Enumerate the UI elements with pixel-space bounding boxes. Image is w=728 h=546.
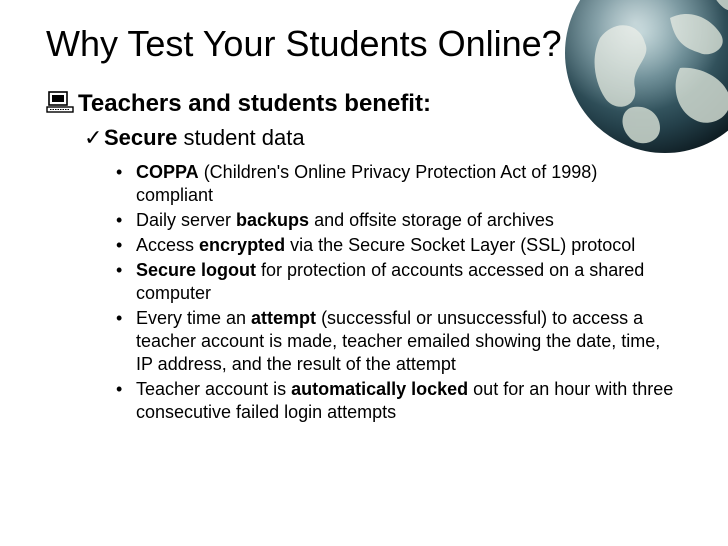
list-item xyxy=(116,378,676,424)
list-item xyxy=(116,307,676,376)
main-bullet-label: Teachers and students benefit: xyxy=(78,90,431,117)
list-item xyxy=(116,234,676,257)
checkmark-icon: ✓ xyxy=(84,125,103,150)
bullet-dot: • xyxy=(116,235,123,255)
list-item-text: (successful or unsuccessful) to access a teacher account is made, teacher emailed showing the date, time, IP address, and the result of the attempt xyxy=(136,308,661,374)
list-item-bold: Secure logout xyxy=(136,260,257,280)
list-item-text: for protection of accounts accessed on a shared computer xyxy=(136,260,645,303)
bullet-dot: • xyxy=(116,162,123,182)
list-item-text: and offsite storage of archives xyxy=(309,210,554,230)
list-item-text: out for an hour with three consecutive failed login attempts xyxy=(136,379,674,422)
bullet-dot: • xyxy=(116,379,123,399)
main-bullet xyxy=(46,88,431,120)
list-item-text: Every time an xyxy=(136,308,252,328)
bullet-dot: • xyxy=(116,260,123,280)
bullet-list xyxy=(116,161,676,426)
list-item-bold: COPPA xyxy=(136,162,199,182)
list-item xyxy=(116,209,676,232)
list-item-text: Daily server xyxy=(136,210,237,230)
list-item-bold: encrypted xyxy=(199,235,286,255)
computer-icon xyxy=(46,91,76,113)
sub-bullet-text: student data xyxy=(177,125,305,150)
list-item-text: Access xyxy=(136,235,200,255)
list-item-text: via the Secure Socket Layer (SSL) protocol xyxy=(285,235,636,255)
slide-title: Why Test Your Students Online? xyxy=(46,23,562,64)
list-item-bold: backups xyxy=(236,210,310,230)
list-item xyxy=(116,259,676,305)
sub-bullet xyxy=(84,122,305,154)
bullet-dot: • xyxy=(116,308,123,328)
list-item xyxy=(116,161,676,207)
bullet-dot: • xyxy=(116,210,123,230)
list-item-text: Teacher account is xyxy=(136,379,292,399)
sub-bullet-bold: Secure xyxy=(104,125,178,150)
list-item-bold: attempt xyxy=(251,308,317,328)
list-item-bold: automatically locked xyxy=(291,379,469,399)
globe-image xyxy=(560,0,728,158)
list-item-text: (Children's Online Privacy Protection Act of 1998) compliant xyxy=(136,162,598,205)
